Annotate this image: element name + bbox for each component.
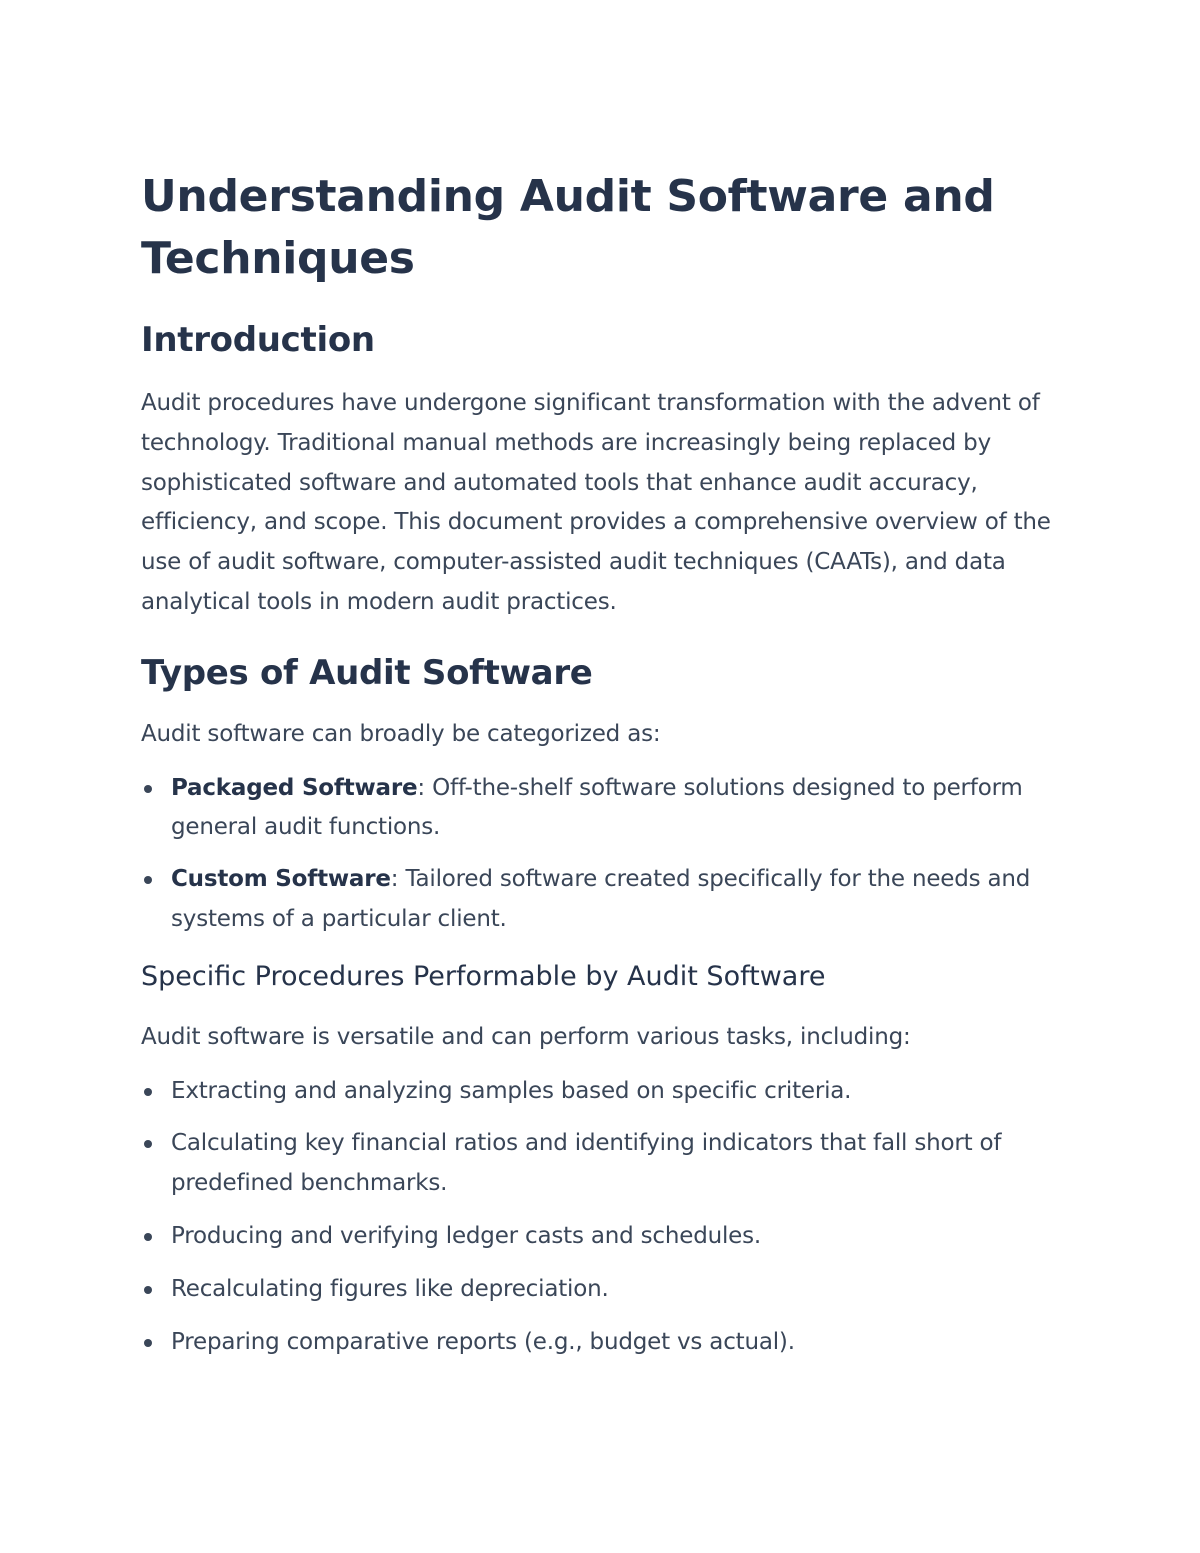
list-item: Producing and verifying ledger casts and schedules. (141, 1217, 1051, 1257)
document-title: Understanding Audit Software and Techniques (141, 171, 995, 284)
types-lead: Audit software can broadly be categorized as: (141, 720, 661, 747)
list-item: Preparing comparative reports (e.g., budget vs actual). (141, 1323, 1051, 1363)
list-item (141, 769, 1051, 849)
list-item: Extracting and analyzing samples based on specific criteria. (141, 1072, 1051, 1112)
list-item-term: Packaged Software (171, 774, 418, 801)
list-item-desc: : Off-the-shelf software solutions designed to perform general audit functions. (171, 774, 1023, 841)
procedures-lead: Audit software is versatile and can perform various tasks, including: (141, 1023, 911, 1050)
list-item (141, 860, 1051, 940)
list-item-desc: : Tailored software created specifically for the needs and systems of a particular client. (171, 866, 1031, 932)
introduction-heading: Introduction (141, 320, 375, 360)
list-item: Recalculating figures like depreciation. (141, 1270, 1051, 1310)
list-item: Calculating key financial ratios and identifying indicators that fall short of predefined benchmarks. (141, 1124, 1051, 1204)
procedures-list (141, 1072, 1051, 1363)
document-page (141, 166, 1051, 1362)
types-list (141, 769, 1051, 940)
types-heading: Types of Audit Software (141, 652, 593, 693)
list-item-term: Custom Software (171, 866, 391, 893)
introduction-paragraph: Audit procedures have undergone significant transformation with the advent of technology. Traditional manual methods are increasingly being replaced by sophisticated software and automated tools that enhance audit accuracy, efficiency, and scope. This document provides a comprehensive overview of the use of audit software, computer-assisted audit techniques (CAATs), and data analytical tools in modern audit practices. (141, 390, 1051, 615)
procedures-heading: Specific Procedures Performable by Audit Software (141, 960, 826, 992)
